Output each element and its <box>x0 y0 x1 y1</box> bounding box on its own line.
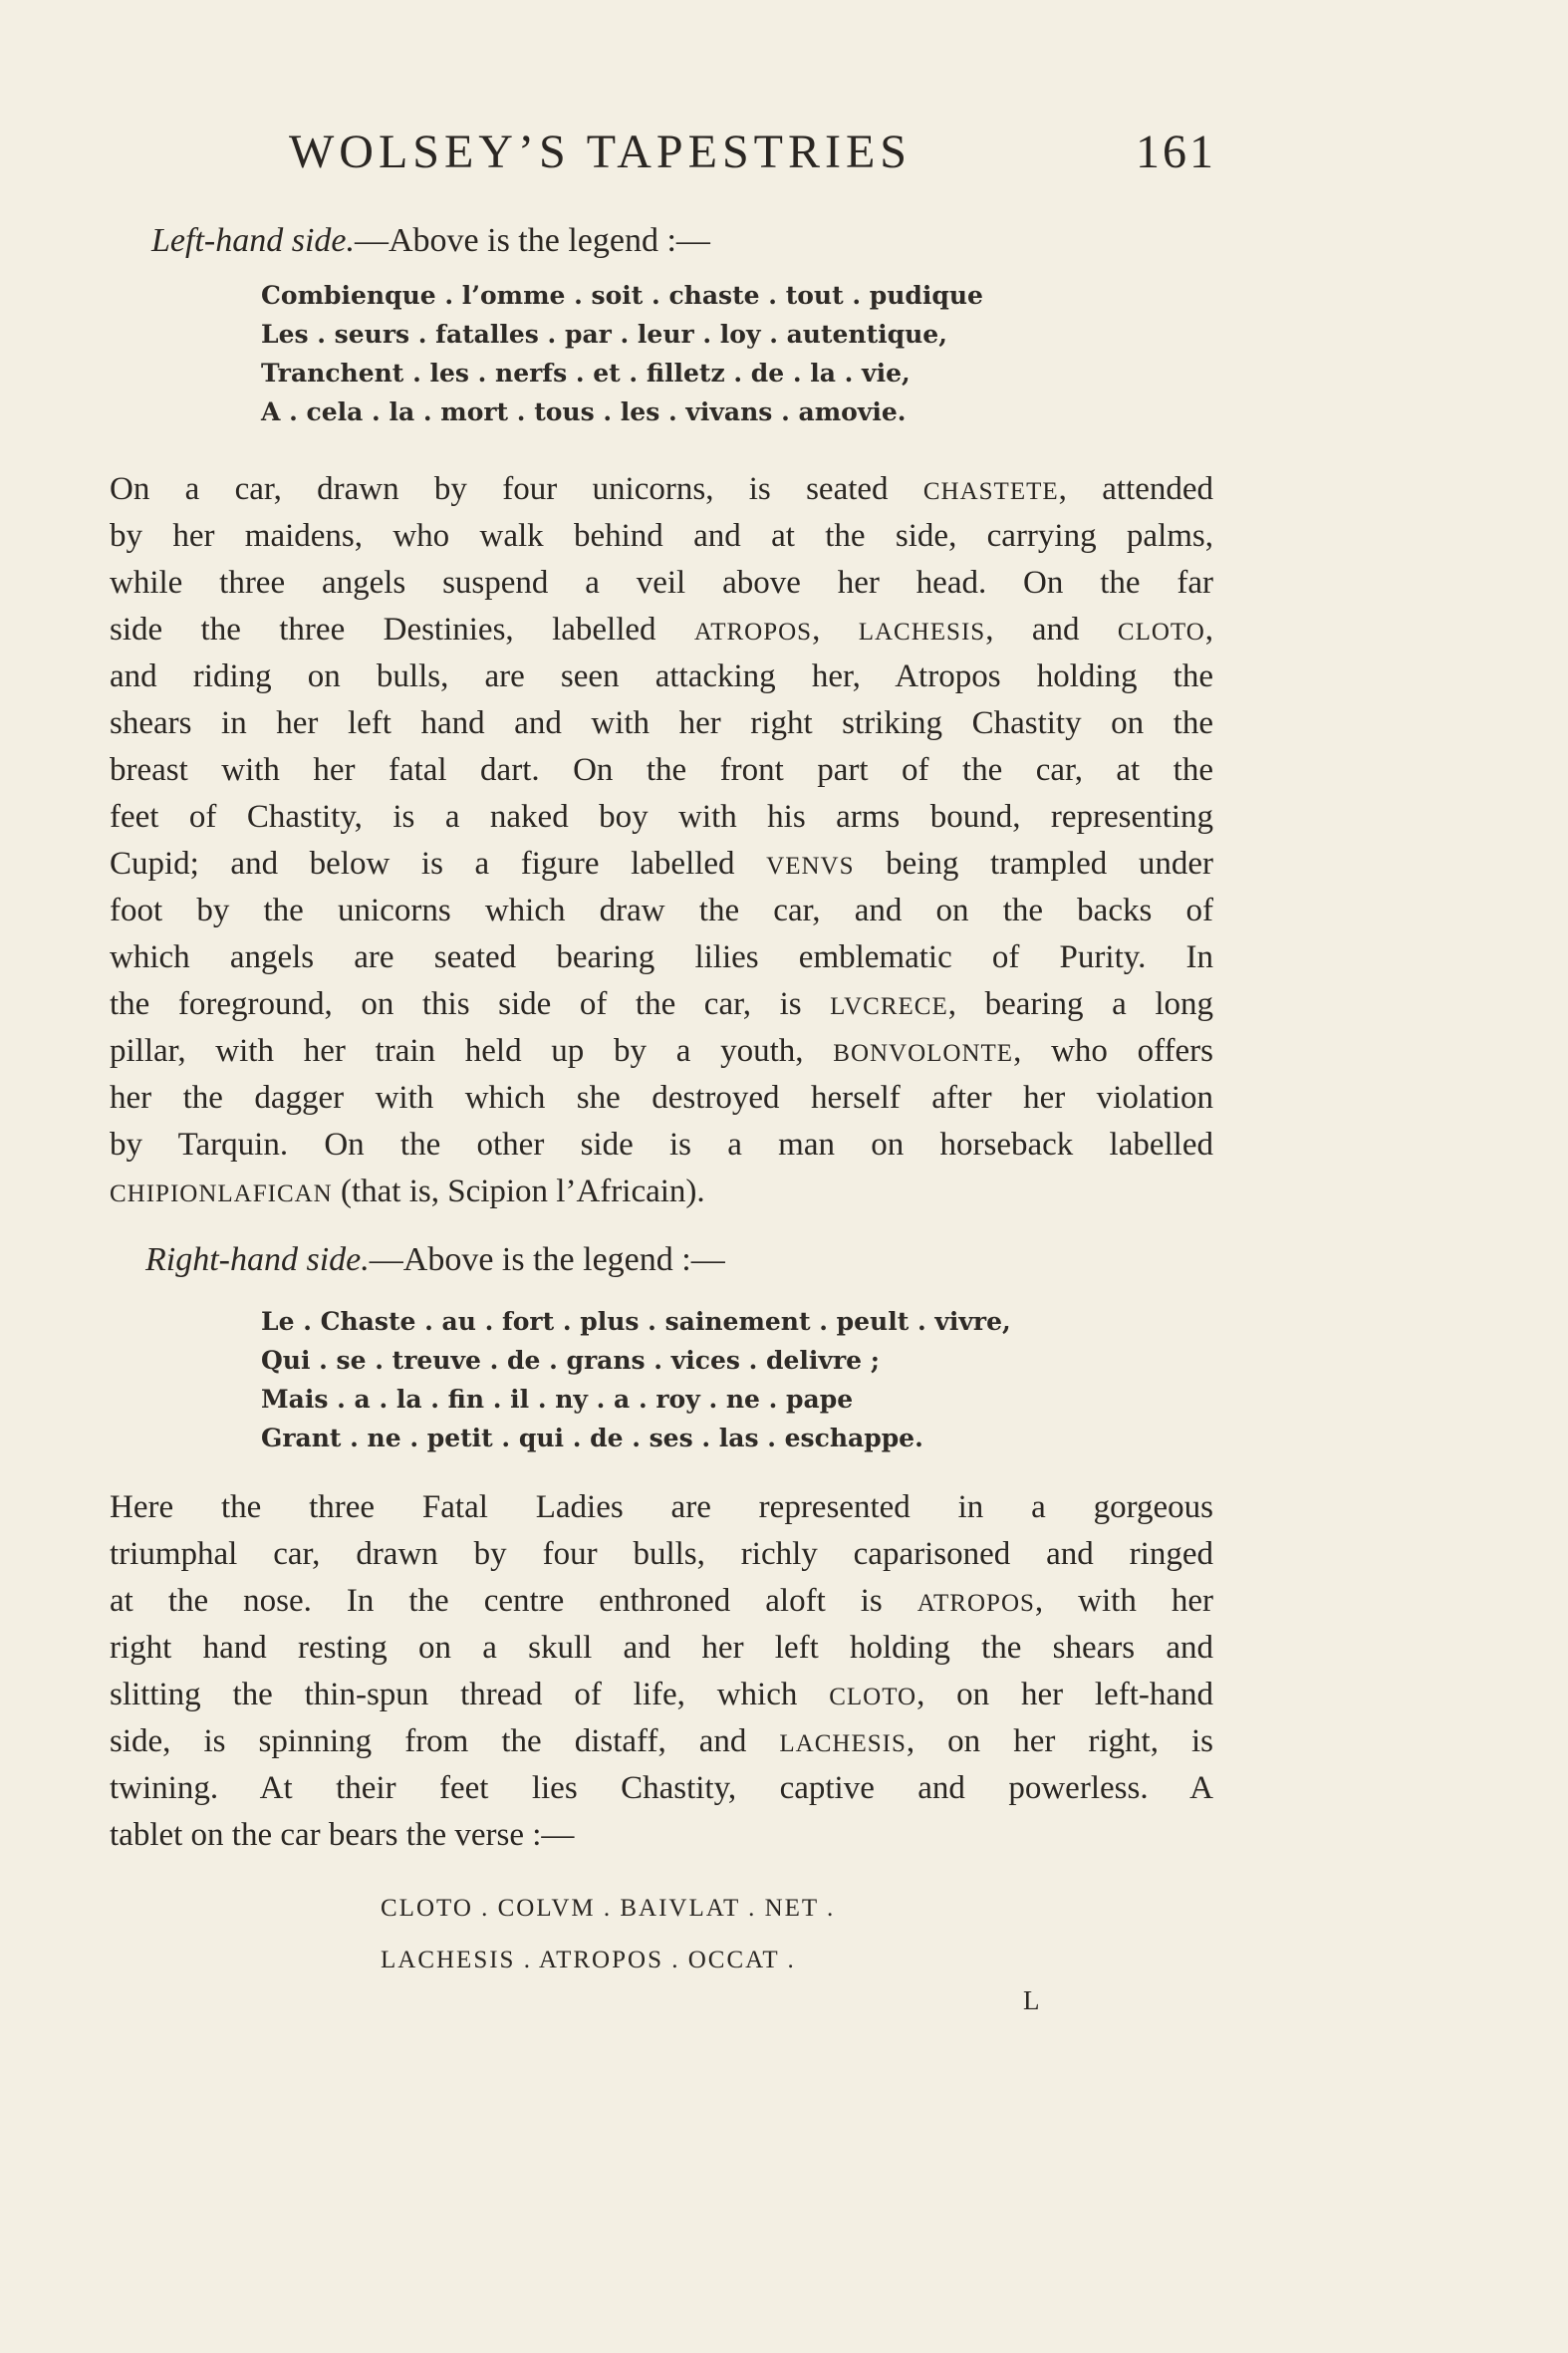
text-line <box>110 1028 1213 1075</box>
text-run: , with her <box>1034 1583 1213 1619</box>
running-title: WOLSEY’S TAPESTRIES <box>289 126 912 178</box>
text-run: , bearing a long <box>947 986 1213 1022</box>
text-run: triumphal car, drawn by four bulls, richly caparisoned and ringed <box>110 1536 1213 1572</box>
text-line <box>110 466 1213 513</box>
legend-line: Tranchent . les . nerfs . et . filletz . de . la . vie, <box>261 359 911 388</box>
text-run: feet of Chastity, is a naked boy with his arms bound, representing <box>110 799 1213 835</box>
text-line <box>110 700 1213 747</box>
page-number: 161 <box>1136 126 1216 178</box>
text-line <box>110 560 1213 607</box>
right-heading-italic: Right-hand side. <box>145 1241 370 1278</box>
text-run: breast with her fatal dart. On the front part of the car, at the <box>110 752 1213 788</box>
text-run: Here the three Fatal Ladies are represented in a gorgeous <box>110 1489 1213 1525</box>
small-caps-name: VENVS <box>766 853 855 880</box>
legend-line: Mais . a . la . fin . il . ny . a . roy . ne . pape <box>261 1385 854 1414</box>
tablet-verse <box>381 1883 835 1986</box>
text-run: (that is, Scipion l’Africain). <box>332 1174 705 1209</box>
legend-line: Les . seurs . fatalles . par . leur . loy . autentique, <box>261 320 947 349</box>
text-run: while three angels suspend a veil above her head. On the far <box>110 565 1213 601</box>
text-line <box>110 888 1213 934</box>
paragraph-chastete <box>110 466 1213 1215</box>
small-caps-name: LACHESIS <box>779 1730 907 1757</box>
paragraph-fatal-ladies <box>110 1484 1213 1859</box>
text-line <box>110 513 1213 560</box>
left-hand-side-heading <box>151 219 710 263</box>
text-run: being trampled under <box>854 846 1213 882</box>
text-run: slitting the thin-spun thread of life, which <box>110 1677 830 1712</box>
text-line <box>110 1531 1213 1578</box>
text-line <box>110 1718 1213 1765</box>
legend-line: Grant . ne . petit . qui . de . ses . las . eschappe. <box>261 1424 923 1452</box>
text-run: , on her right, is <box>906 1723 1213 1759</box>
right-hand-side-heading <box>145 1238 725 1282</box>
text-run: Cupid; and below is a figure labelled <box>110 846 767 882</box>
text-run: , and <box>985 612 1118 648</box>
text-run: , attended <box>1058 471 1214 507</box>
text-line <box>110 794 1213 841</box>
small-caps-name: ATROPOS <box>916 1590 1035 1617</box>
text-run: which angels are seated bearing lilies emblematic of Purity. In <box>110 939 1213 975</box>
text-run: foot by the unicorns which draw the car, and on the backs of <box>110 893 1213 928</box>
text-run: right hand resting on a skull and her left holding the shears and <box>110 1630 1213 1666</box>
legend-line: A . cela . la . mort . tous . les . vivans . amovie. <box>261 397 907 426</box>
text-run: On a car, drawn by four unicorns, is seated <box>110 471 923 507</box>
text-run: side the three Destinies, labelled <box>110 612 694 648</box>
verse-line: LACHESIS . ATROPOS . OCCAT . <box>381 1947 796 1973</box>
text-line <box>110 1484 1213 1531</box>
text-line <box>110 747 1213 794</box>
small-caps-name: LACHESIS <box>858 619 986 646</box>
text-run: her the dagger with which she destroyed herself after her violation <box>110 1080 1213 1116</box>
small-caps-name: BONVOLONTE <box>833 1040 1014 1067</box>
text-line <box>110 1122 1213 1169</box>
text-run: at the nose. In the centre enthroned aloft is <box>110 1583 917 1619</box>
text-run: , <box>1204 612 1214 648</box>
text-line <box>110 1578 1213 1625</box>
text-line <box>110 934 1213 981</box>
text-line <box>110 1672 1213 1718</box>
text-line <box>110 1812 1213 1859</box>
right-heading-rest: —Above is the legend :— <box>369 1241 725 1278</box>
text-line <box>110 607 1213 654</box>
text-run: , who offers <box>1013 1033 1213 1069</box>
text-line <box>110 1075 1213 1122</box>
verse-line: CLOTO . COLVM . BAIVLAT . NET . <box>381 1895 836 1922</box>
text-line <box>110 1625 1213 1672</box>
legend-line: Combienque . l’omme . soit . chaste . tout . pudique <box>261 281 983 310</box>
text-run: pillar, with her train held up by a youth, <box>110 1033 834 1069</box>
signature-mark: L <box>1023 1985 1040 2015</box>
left-legend <box>261 276 983 431</box>
text-run: tablet on the car bears the verse :— <box>110 1817 575 1853</box>
small-caps-name: LVCRECE <box>830 993 948 1020</box>
text-line <box>110 1169 1213 1215</box>
text-line <box>110 841 1213 888</box>
small-caps-name: CHASTETE <box>922 478 1059 505</box>
left-heading-rest: —Above is the legend :— <box>354 222 710 259</box>
small-caps-name: ATROPOS <box>693 619 813 646</box>
text-run: twining. At their feet lies Chastity, captive and powerless. A <box>110 1770 1213 1806</box>
text-run: by her maidens, who walk behind and at the side, carrying palms, <box>110 518 1213 554</box>
left-heading-italic: Left-hand side. <box>151 222 355 259</box>
running-head <box>289 118 1285 187</box>
text-line <box>110 1765 1213 1812</box>
legend-line: Le . Chaste . au . fort . plus . sainement . peult . vivre, <box>261 1307 1011 1336</box>
text-run: shears in her left hand and with her right striking Chastity on the <box>110 705 1213 741</box>
text-run: and riding on bulls, are seen attacking her, Atropos holding the <box>110 658 1213 694</box>
text-run: side, is spinning from the distaff, and <box>110 1723 780 1759</box>
text-run: , on her left-hand <box>916 1677 1214 1712</box>
text-line <box>110 654 1213 700</box>
legend-line: Qui . se . treuve . de . grans . vices . delivre ; <box>261 1346 880 1375</box>
small-caps-name: CLOTO <box>1117 619 1205 646</box>
small-caps-name: CHIPIONLAFICAN <box>110 1180 333 1207</box>
small-caps-name: CLOTO <box>829 1684 917 1710</box>
text-run: , <box>812 612 859 648</box>
text-run: the foreground, on this side of the car, is <box>110 986 831 1022</box>
text-run: by Tarquin. On the other side is a man on horseback labelled <box>110 1127 1213 1163</box>
text-line <box>110 981 1213 1028</box>
right-legend <box>261 1302 1011 1457</box>
